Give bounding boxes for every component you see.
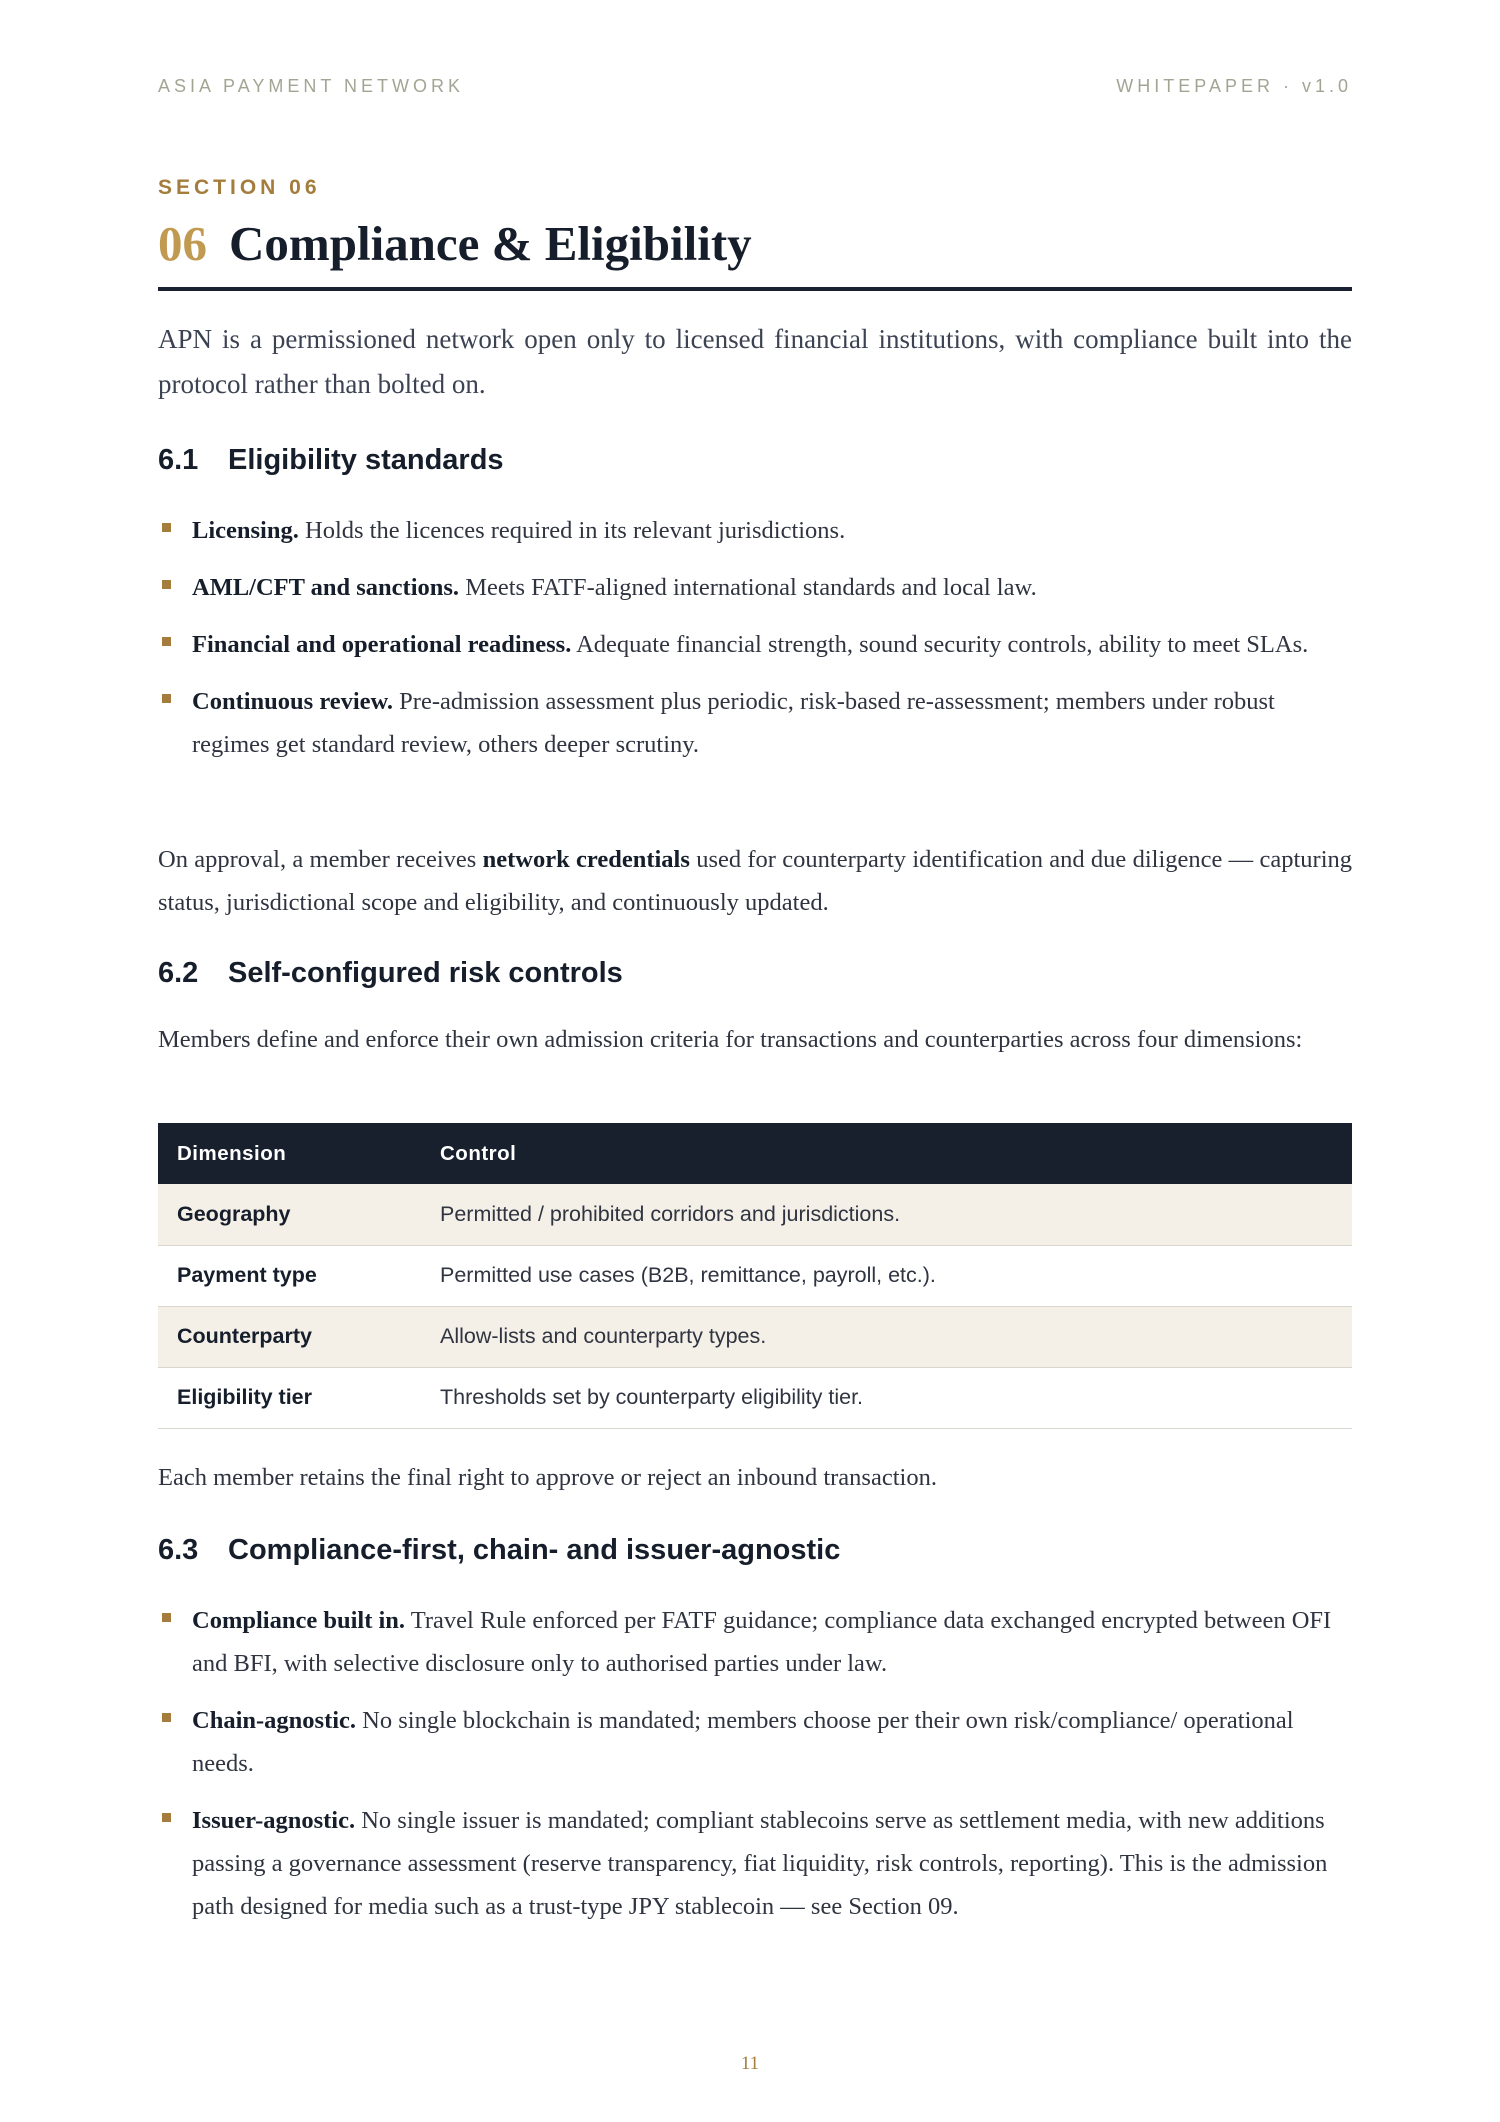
subsection-number: 6.3	[158, 1534, 199, 1566]
item-text: No single blockchain is mandated; members choose per their own risk/compliance/ operational needs.	[192, 1707, 1294, 1777]
control-cell: Permitted use cases (B2B, remittance, payroll, etc.).	[440, 1263, 936, 1287]
section-title	[158, 214, 1352, 274]
approval-paragraph	[158, 838, 1352, 924]
compliance-list	[158, 1599, 1352, 1942]
dimension-cell: Payment type	[177, 1263, 317, 1287]
subsection-title: Eligibility standards	[228, 444, 504, 476]
item-term: Compliance built in.	[192, 1607, 406, 1634]
list-item	[158, 1799, 1352, 1928]
table-header-row	[158, 1123, 1352, 1184]
section-number: 06	[158, 216, 207, 271]
item-text: Adequate financial strength, sound security controls, ability to meet SLAs.	[571, 631, 1309, 658]
document-version: WHITEPAPER · v1.0	[1116, 76, 1352, 96]
subsection-title: Compliance-first, chain- and issuer-agnostic	[228, 1534, 841, 1566]
square-bullet-icon	[162, 523, 171, 532]
table-row	[158, 1245, 1352, 1306]
item-text: No single issuer is mandated; compliant stablecoins serve as settlement media, with new additions passing a governance assessment (reserve transparency, fiat liquidity, risk controls, reporting). This is the admission path designed for media such as a trust-type JPY stablecoin — see Section 09.	[192, 1807, 1328, 1920]
square-bullet-icon	[162, 580, 171, 589]
table-row	[158, 1306, 1352, 1367]
square-bullet-icon	[162, 1613, 171, 1622]
column-header-dimension: Dimension	[177, 1141, 287, 1165]
item-term: Chain-agnostic.	[192, 1707, 357, 1734]
title-divider	[158, 287, 1352, 291]
item-text: Holds the licences required in its relevant jurisdictions.	[298, 517, 846, 544]
item-term: Licensing.	[192, 517, 299, 544]
list-item	[158, 1699, 1352, 1785]
final-right-paragraph: Each member retains the final right to approve or reject an inbound transaction.	[158, 1464, 937, 1491]
item-term: Continuous review.	[192, 688, 394, 715]
dimension-cell: Geography	[177, 1201, 291, 1226]
section-eyebrow: SECTION 06	[158, 176, 321, 199]
publisher-name: ASIA PAYMENT NETWORK	[158, 76, 465, 96]
list-item	[158, 566, 1352, 609]
subsection-number: 6.2	[158, 957, 199, 989]
list-item	[158, 509, 1352, 552]
running-header	[158, 76, 1352, 96]
item-text: Travel Rule enforced per FATF guidance; compliance data exchanged encrypted between OFI and BFI, with selective disclosure only to authorised parties under law.	[192, 1607, 1332, 1677]
square-bullet-icon	[162, 694, 171, 703]
item-term: Issuer-agnostic.	[192, 1807, 356, 1834]
dimension-cell: Eligibility tier	[177, 1385, 312, 1409]
control-cell: Permitted / prohibited corridors and jurisdictions.	[440, 1201, 901, 1226]
section-lead: APN is a permissioned network open only to licensed financial institutions, with compliance built into the protocol rather than bolted on.	[158, 324, 1352, 399]
list-item	[158, 680, 1352, 766]
list-item	[158, 1599, 1352, 1685]
square-bullet-icon	[162, 637, 171, 646]
subsection-number: 6.1	[158, 444, 199, 476]
square-bullet-icon	[162, 1813, 171, 1822]
eligibility-list	[158, 509, 1352, 780]
table-row	[158, 1184, 1352, 1245]
risk-controls-intro: Members define and enforce their own admission criteria for transactions and counterparties across four dimensions:	[158, 1026, 1303, 1053]
subsection-heading-6-1	[158, 444, 1352, 477]
table-row	[158, 1367, 1352, 1428]
item-text: Pre-admission assessment plus periodic, risk-based re-assessment; members under robust regimes get standard review, others deeper scrutiny.	[192, 688, 1275, 758]
column-header-control: Control	[440, 1141, 517, 1165]
page-number: 11	[740, 2053, 760, 2074]
risk-controls-table	[158, 1123, 1352, 1429]
approval-text-end: used for counterparty identification and due diligence — capturing status, jurisdictional scope and eligibility, and continuously updated.	[158, 846, 1352, 916]
approval-text-start: On approval, a member receives	[158, 846, 483, 873]
section-title-text: Compliance & Eligibility	[229, 216, 752, 271]
subsection-title: Self-configured risk controls	[228, 957, 623, 989]
subsection-heading-6-3	[158, 1534, 1352, 1567]
square-bullet-icon	[162, 1713, 171, 1722]
dimension-cell: Counterparty	[177, 1324, 312, 1348]
item-term: Financial and operational readiness.	[192, 631, 572, 658]
list-item	[158, 623, 1352, 666]
item-term: AML/CFT and sanctions.	[192, 574, 460, 601]
item-text: Meets FATF-aligned international standards and local law.	[459, 574, 1037, 601]
approval-highlight: network credentials	[482, 846, 690, 873]
subsection-heading-6-2	[158, 957, 1352, 990]
control-cell: Thresholds set by counterparty eligibility tier.	[440, 1385, 864, 1409]
control-cell: Allow-lists and counterparty types.	[440, 1324, 767, 1348]
